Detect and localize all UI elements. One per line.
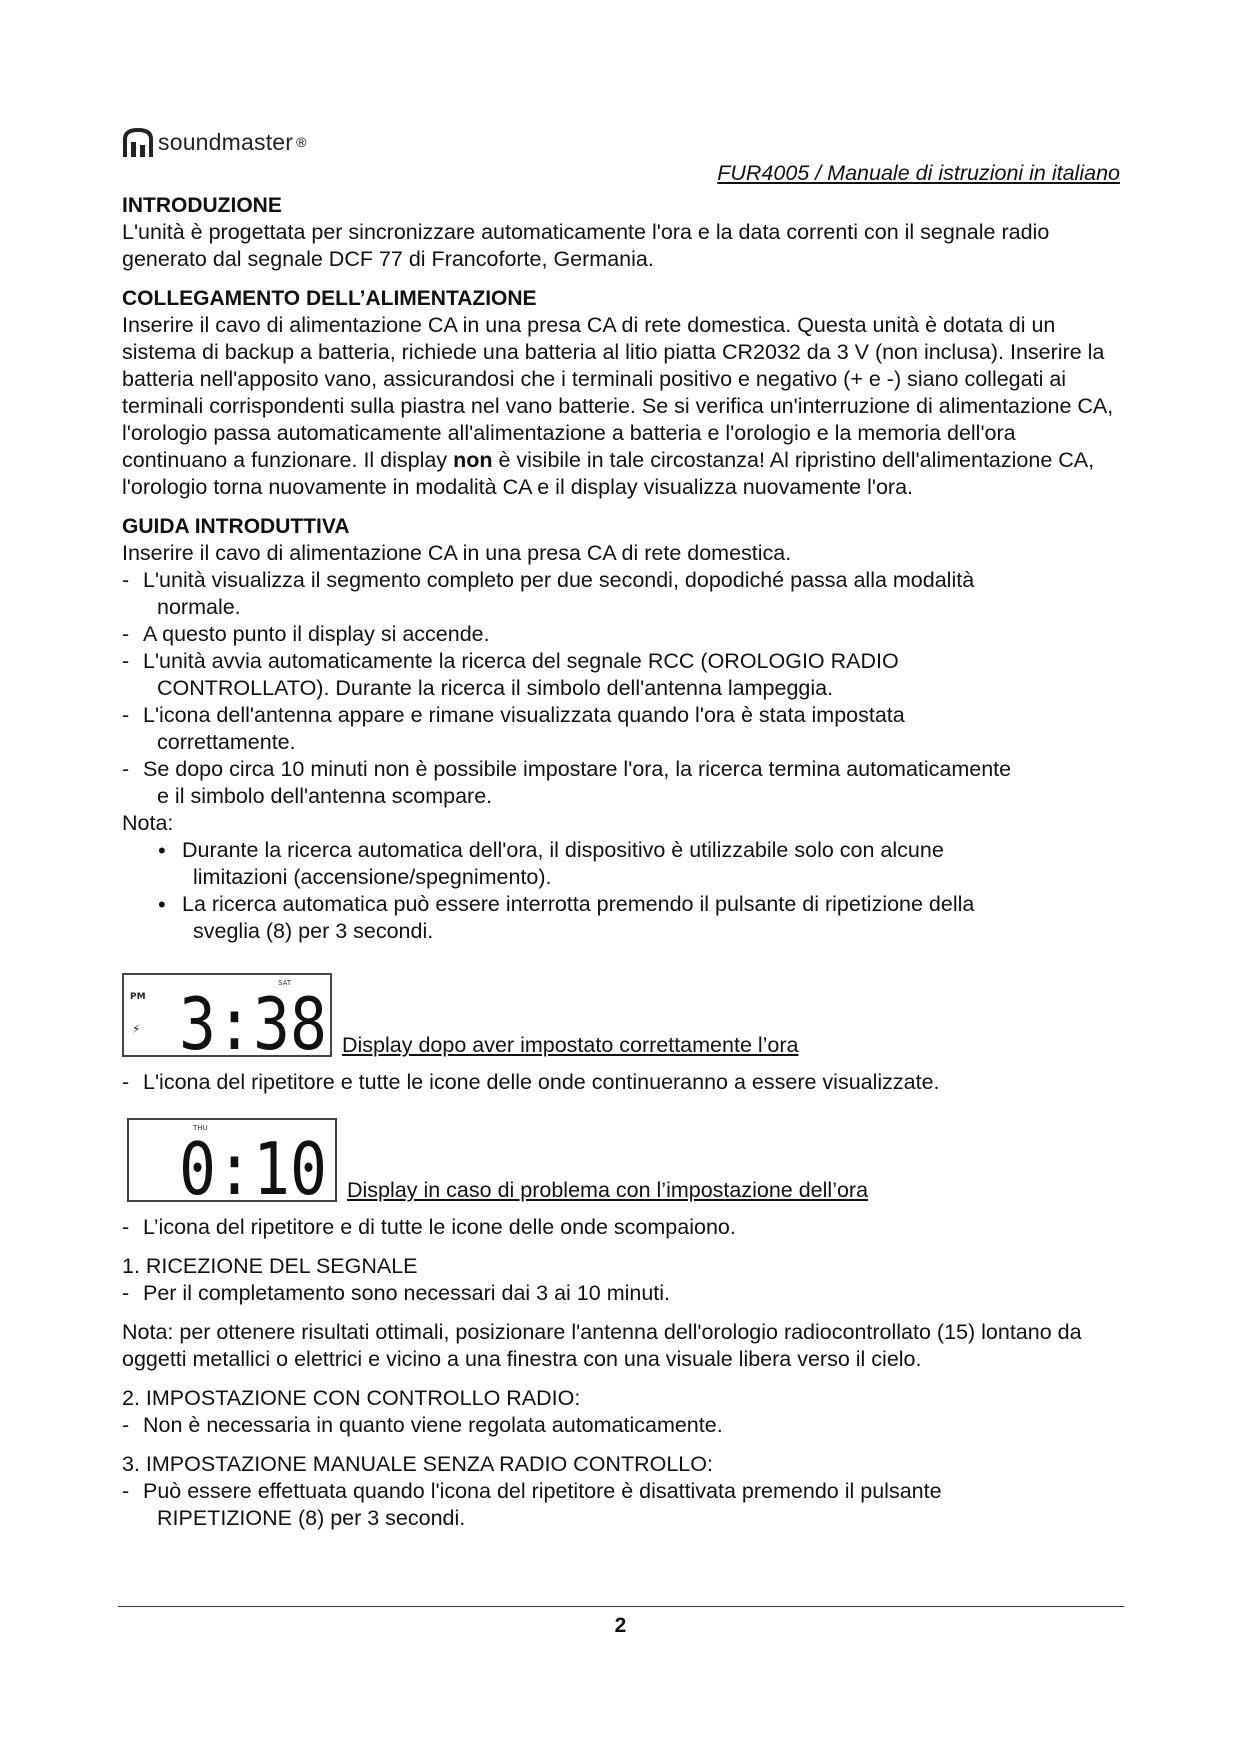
list-item: - L'icona del ripetitore e tutte le icone delle onde continueranno a essere visualizzate. (122, 1069, 1122, 1096)
list-item: - L'unità avvia automaticamente la ricerca del segnale RCC (OROLOGIO RADIO CONTROLLATO). Durante la ricerca il simbolo dell'antenna lampeggia. (122, 648, 1122, 702)
list-item: - L'unità visualizza il segmento completo per due secondi, dopodiché passa alla modalità normale. (122, 567, 1122, 621)
note-label: Nota: (122, 811, 174, 835)
figure-caption: Display dopo aver impostato correttamente l’ora (342, 1033, 799, 1057)
lcd-display-problem (127, 1118, 337, 1202)
section-note: Nota: per ottenere risultati ottimali, posizionare l'antenna dell'orologio radiocontrollato (15) lontano da oggetti metallici o elettrici e vicino a una finestra con una visuale libera verso il cielo. (122, 1320, 1082, 1371)
section-title: 3. IMPOSTAZIONE MANUALE SENZA RADIO CONTROLLO: (122, 1452, 713, 1476)
intro-text: L'unità è progettata per sincronizzare automaticamente l'ora e la data correnti con il segnale radio generato dal segnale DCF 77 di Francoforte, Germania. (122, 220, 1050, 271)
note-item: • La ricerca automatica può essere interrotta premendo il pulsante di ripetizione della sveglia (8) per 3 secondi. (122, 891, 1122, 945)
list-item: - Può essere effettuata quando l'icona del ripetitore è disattivata premendo il pulsante RIPETIZIONE (8) per 3 secondi. (122, 1478, 1122, 1532)
list-item: - Se dopo circa 10 minuti non è possibile impostare l'ora, la ricerca termina automaticamente e il simbolo dell'antenna scompare. (122, 756, 1122, 810)
page-content (122, 192, 1122, 1532)
footer-divider (118, 1606, 1124, 1607)
lcd-time: 0:10 (179, 1127, 327, 1200)
guide-intro: Inserire il cavo di alimentazione CA in una presa CA di rete domestica. (122, 541, 792, 565)
section-title: 2. IMPOSTAZIONE CON CONTROLLO RADIO: (122, 1386, 581, 1410)
list-item: - L’icona del ripetitore e di tutte le icone delle onde scompaiono. (122, 1214, 1122, 1241)
brand-logo (122, 124, 307, 160)
figure-caption: Display in caso di problema con l’impostazione dell’ora (347, 1178, 869, 1202)
power-text-bold: non (453, 448, 493, 472)
list-item: - L'icona dell'antenna appare e rimane visualizzata quando l'ora è stata impostata correttamente. (122, 702, 1122, 756)
lcd-time: 3:38 (179, 982, 327, 1055)
list-item: - Non è necessaria in quanto viene regolata automaticamente. (122, 1412, 1122, 1439)
lcd-day-label: SAT (278, 979, 292, 987)
section-title: 1. RICEZIONE DEL SEGNALE (122, 1254, 418, 1278)
display-figure-1 (122, 973, 1122, 1057)
power-text: Inserire il cavo di alimentazione CA in una presa CA di rete domestica. Questa unità è dotata di un sistema di backup a batteria, richiede una batteria al litio piatta CR2032 da 3 V (non inclusa). Inserire la batteria nell'apposito vano, assicurandosi che i terminali positivo e negativo (+ e -) siano collegati ai terminali corrispondenti sulla piastra nel vano batterie. Se si verifica un'interruzione di alimentazione CA, l'orologio passa automaticamente all'alimentazione a batteria e l'orologio e la memoria dell'ora continuano a funzionare. Il display non è visibile in tale circostanza! Al ripristino dell'alimentazione CA, l'orologio torna nuovamente in modalità CA e il display visualizza nuovamente l'ora. (122, 313, 1114, 499)
intro-heading: INTRODUZIONE (122, 194, 282, 217)
lcd-day-label: THU (193, 1124, 208, 1132)
list-item: - A questo punto il display si accende. (122, 621, 1122, 648)
note-item: • Durante la ricerca automatica dell'ora, il dispositivo è utilizzabile solo con alcune limitazioni (accensione/spegnimento). (122, 837, 1122, 891)
guide-heading: GUIDA INTRODUTTIVA (122, 515, 350, 538)
soundmaster-logo-icon (122, 125, 154, 159)
svg-text:⚡: ⚡ (132, 1022, 141, 1036)
lcd-display-correct (122, 973, 332, 1057)
document-subtitle: FUR4005 / Manuale di istruzioni in italiano (717, 161, 1120, 185)
brand-name: soundmaster (158, 128, 294, 155)
svg-text:PM: PM (130, 992, 146, 1002)
registered-mark: ® (296, 133, 307, 150)
power-heading: COLLEGAMENTO DELL’ALIMENTAZIONE (122, 287, 537, 310)
list-item: - Per il completamento sono necessari dai 3 ai 10 minuti. (122, 1280, 1122, 1307)
display-figure-2 (122, 1118, 1122, 1202)
page-number: 2 (614, 1614, 627, 1637)
